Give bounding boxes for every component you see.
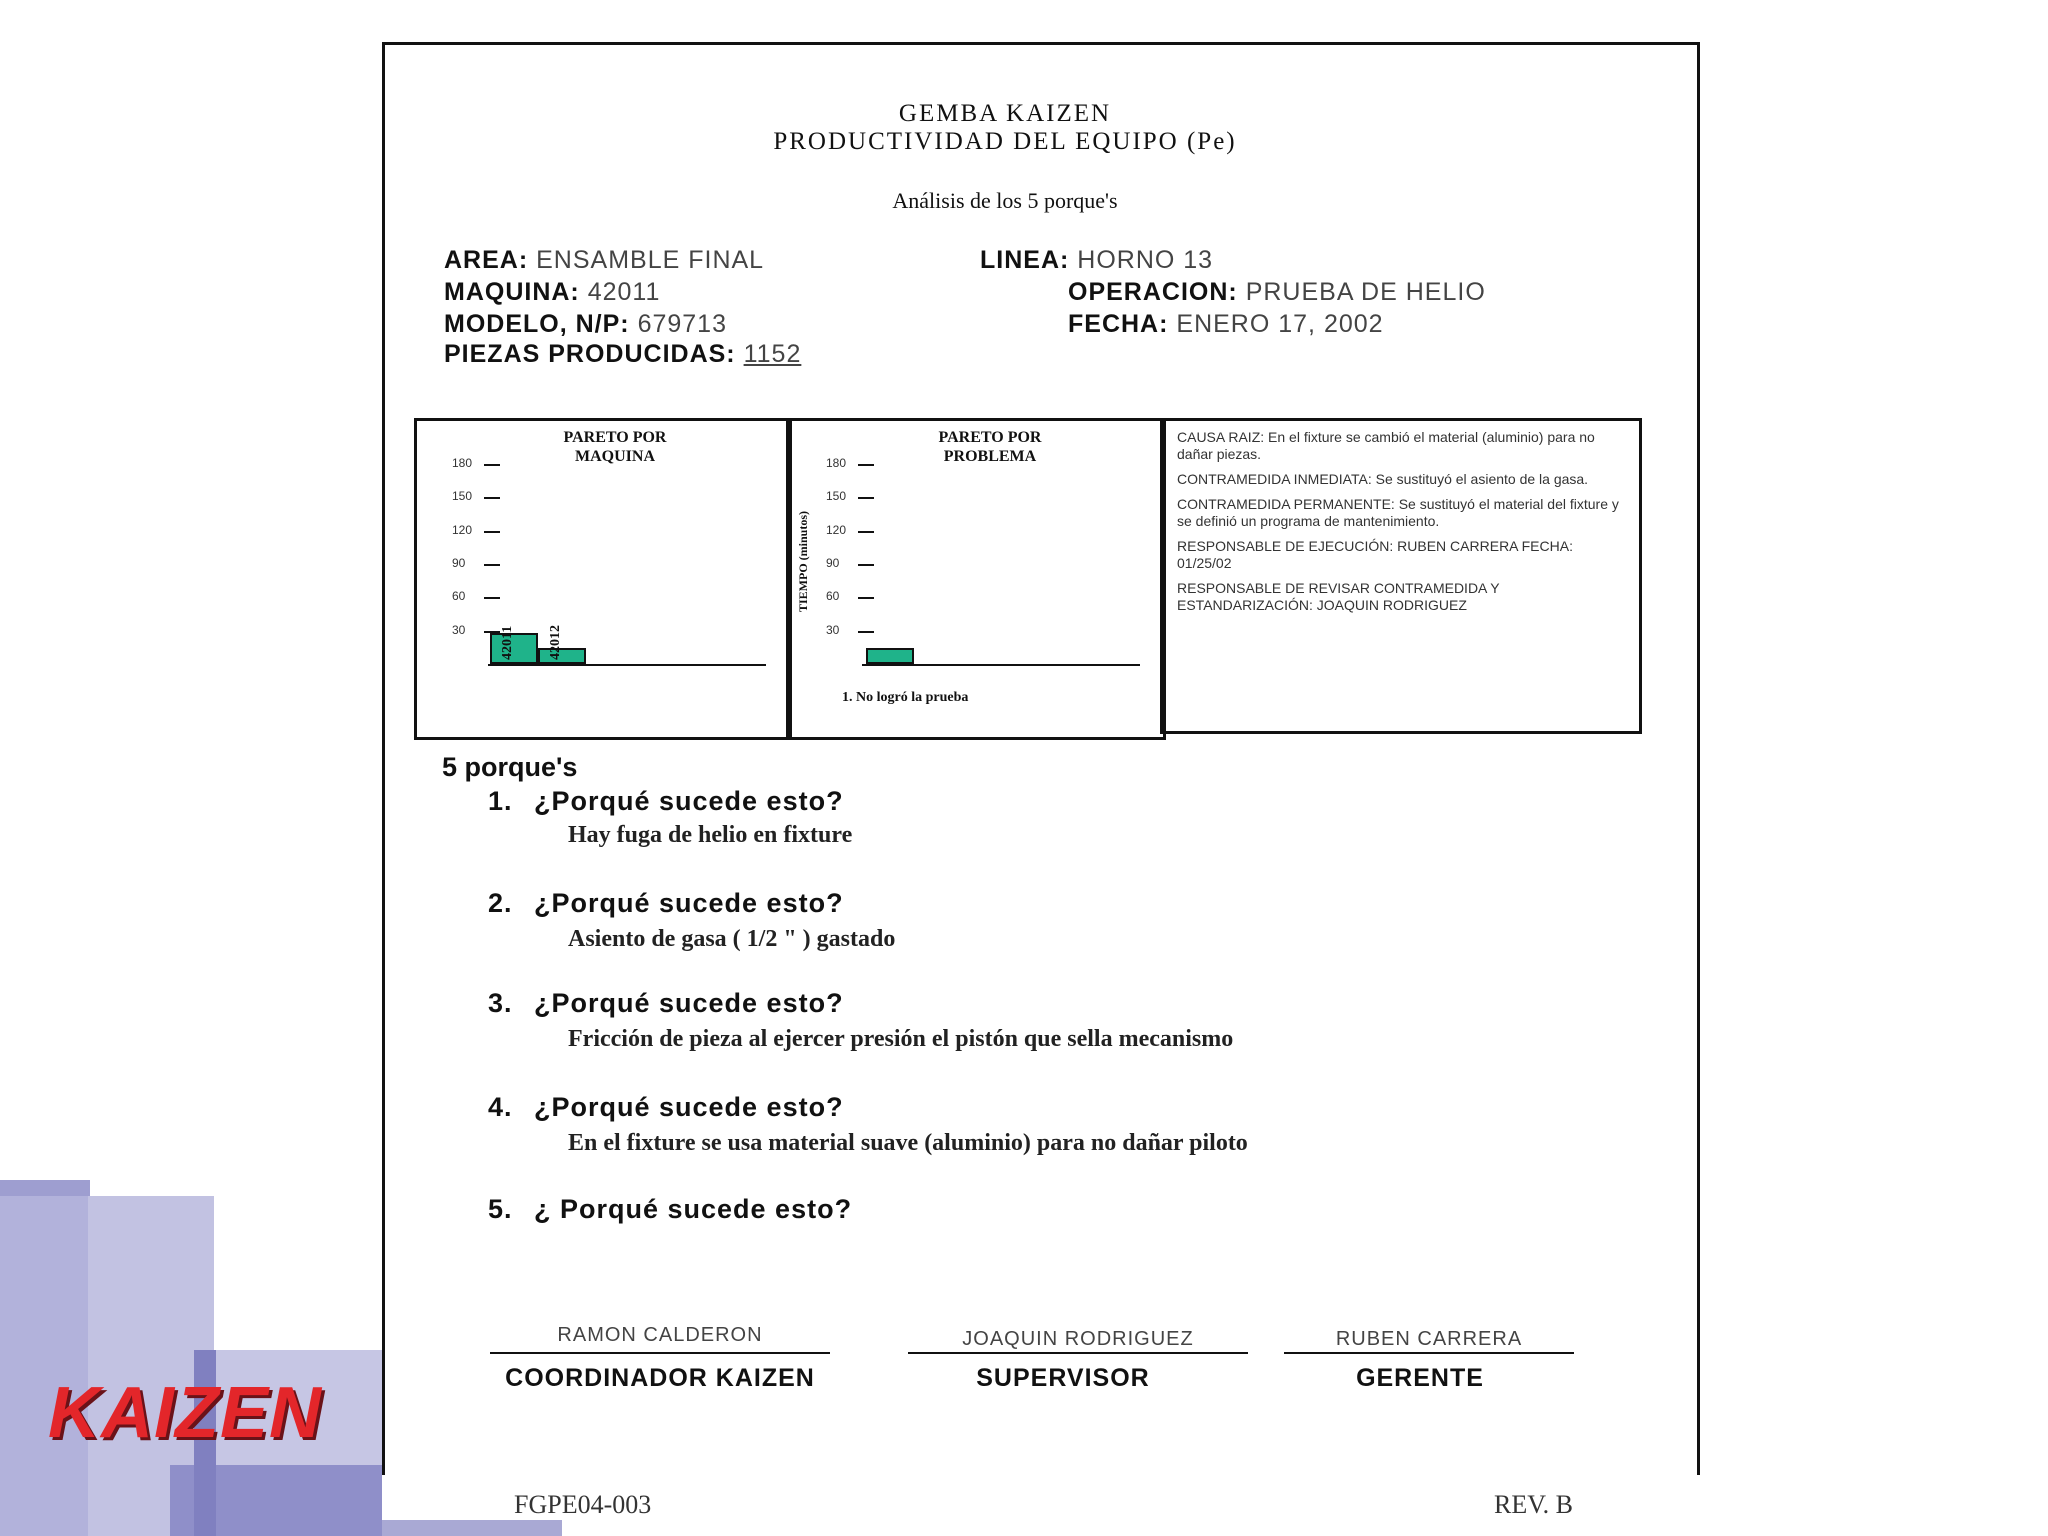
why-question-3: 3. ¿Porqué sucede esto? <box>488 988 844 1018</box>
y-tick-mark <box>484 564 500 566</box>
operacion-field <box>1068 278 1486 307</box>
modelo-field <box>444 310 727 339</box>
kaizen-logo: KAIZEN <box>48 1373 322 1453</box>
why-question-2: 2. ¿Porqué sucede esto? <box>488 888 844 918</box>
document-title: GEMBA KAIZEN <box>898 100 1112 127</box>
bar <box>866 648 914 664</box>
maquina-field <box>444 278 660 307</box>
area-label: AREA: <box>444 246 529 274</box>
piezas-label: PIEZAS PRODUCIDAS: <box>444 340 736 368</box>
fecha-label: FECHA: <box>1068 310 1169 338</box>
y-tick-label: 90 <box>452 556 466 570</box>
signature-role: SUPERVISOR <box>976 1364 1150 1392</box>
permanent-countermeasure-note: CONTRAMEDIDA PERMANENTE: Se sustituyó el material del fixture y se definió un programa de mantenimiento. <box>1177 496 1619 529</box>
category-label: 1. No logró la prueba <box>842 690 969 705</box>
signature-role: GERENTE <box>1356 1364 1484 1392</box>
signature-role: COORDINADOR KAIZEN <box>505 1364 815 1392</box>
y-tick-mark <box>858 531 874 533</box>
operacion-label: OPERACION: <box>1068 278 1238 306</box>
y-tick-mark <box>484 497 500 499</box>
y-tick-label: 180 <box>826 456 847 470</box>
chart-title: PARETO POR PROBLEMA <box>938 429 1042 465</box>
area-field <box>444 246 764 275</box>
y-tick-mark <box>858 497 874 499</box>
form-code: FGPE04-003 <box>514 1490 652 1519</box>
operacion-value: PRUEBA DE HELIO <box>1245 278 1486 306</box>
signature-name: JOAQUIN RODRIGUEZ <box>962 1328 1194 1350</box>
x-axis <box>488 664 766 666</box>
immediate-countermeasure-note: CONTRAMEDIDA INMEDIATA: Se sustituyó el asiento de la gasa. <box>1177 471 1589 487</box>
document-title-line2: PRODUCTIVIDAD DEL EQUIPO (Pe) <box>773 128 1237 155</box>
chart-title: PARETO POR MAQUINA <box>563 429 667 465</box>
fecha-field <box>1068 310 1384 339</box>
y-tick-label: 120 <box>452 522 473 537</box>
root-cause-note: CAUSA RAIZ: En el fixture se cambió el material (aluminio) para no dañar piezas. <box>1177 429 1595 462</box>
linea-value: HORNO 13 <box>1077 246 1214 274</box>
y-tick-mark <box>858 631 874 633</box>
modelo-value: 679713 <box>637 310 727 338</box>
revision: REV. B <box>1494 1490 1573 1519</box>
y-tick-label: 60 <box>452 589 466 604</box>
y-tick-label: 60 <box>826 589 840 604</box>
why-question-1: 1. ¿Porqué sucede esto? <box>488 786 844 816</box>
linea-field <box>980 246 1213 275</box>
y-tick-label: 90 <box>826 556 840 570</box>
y-tick-label: 30 <box>826 622 840 637</box>
signature-line <box>1284 1352 1574 1354</box>
y-tick-mark <box>858 464 874 466</box>
maquina-value: 42011 <box>587 278 661 306</box>
y-tick-label: 150 <box>452 489 473 504</box>
review-responsible-note: RESPONSABLE DE REVISAR CONTRAMEDIDA Y ESTANDARIZACIÓN: JOAQUIN RODRIGUEZ <box>1177 580 1500 613</box>
y-tick-label: 180 <box>452 456 473 470</box>
maquina-label: MAQUINA: <box>444 278 580 306</box>
modelo-label: MODELO, N/P: <box>444 310 630 338</box>
y-tick-mark <box>484 464 500 466</box>
why-answer-1: Hay fuga de helio en fixture <box>568 822 853 848</box>
signature-name: RAMON CALDERON <box>557 1324 763 1346</box>
signature-name: RUBEN CARRERA <box>1335 1328 1523 1350</box>
why-question-4: 4. ¿Porqué sucede esto? <box>488 1092 844 1122</box>
five-whys-heading: 5 porque's <box>442 752 578 782</box>
y-tick-label: 150 <box>826 489 847 504</box>
y-axis-label: TIEMPO (minutos) <box>796 510 810 612</box>
x-axis <box>862 664 1140 666</box>
execution-responsible-note: RESPONSABLE DE EJECUCIÓN: RUBEN CARRERA FECHA: 01/25/02 <box>1177 538 1573 571</box>
y-tick-label: 120 <box>826 522 847 537</box>
y-tick-mark <box>858 597 874 599</box>
y-tick-mark <box>484 597 500 599</box>
piezas-value: 1152 <box>743 340 802 368</box>
y-tick-mark <box>484 531 500 533</box>
area-value: ENSAMBLE FINAL <box>536 246 765 274</box>
y-tick-label: 30 <box>452 622 466 637</box>
signature-line <box>490 1352 830 1354</box>
piezas-field <box>444 340 801 369</box>
bar-label: 42012 <box>548 625 563 660</box>
why-question-5: 5. ¿ Porqué sucede esto? <box>488 1194 853 1224</box>
y-tick-mark <box>858 564 874 566</box>
notes-box <box>1160 418 1642 734</box>
bar-label: 42011 <box>500 625 515 660</box>
signature-line <box>908 1352 1248 1354</box>
fecha-value: ENERO 17, 2002 <box>1176 310 1384 338</box>
document-subtitle: Análisis de los 5 porque's <box>892 188 1118 213</box>
why-answer-2: Asiento de gasa ( 1/2 " ) gastado <box>568 926 896 952</box>
decorative-panel <box>382 1520 562 1536</box>
why-answer-4: En el fixture se usa material suave (aluminio) para no dañar piloto <box>568 1130 1248 1156</box>
linea-label: LINEA: <box>980 246 1070 274</box>
why-answer-3: Fricción de pieza al ejercer presión el pistón que sella mecanismo <box>568 1026 1234 1052</box>
